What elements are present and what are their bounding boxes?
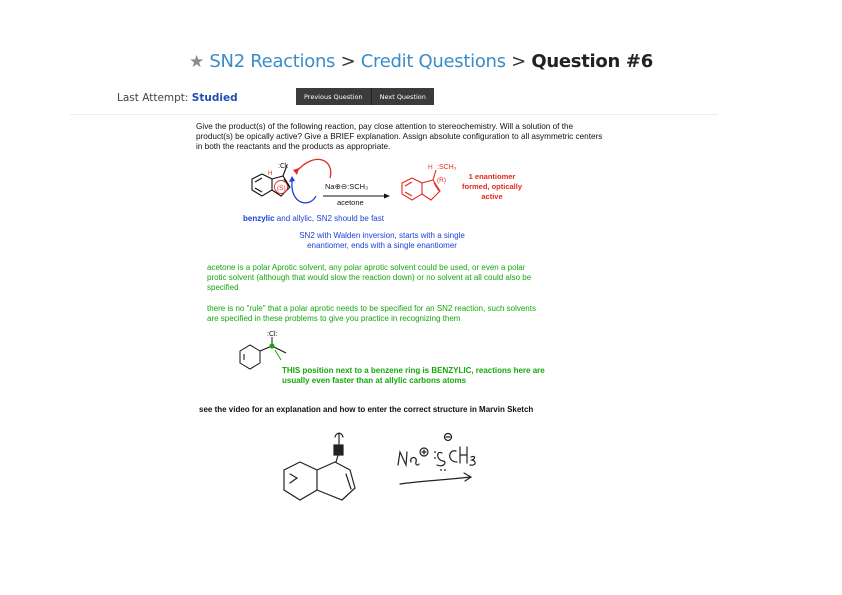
acetone-note-line: protic solvent (although that would slow the reaction down) or no solvent at all could also be (207, 273, 532, 282)
reagent-label: Na⊕⊖:SCH₃ (325, 182, 369, 191)
acetone-note-line: specified (207, 283, 239, 292)
handwritten-sketch (284, 433, 475, 500)
product-note-line1: 1 enantiomer (468, 172, 516, 181)
curved-arrow-red (296, 159, 331, 178)
acetone-note (207, 263, 602, 293)
benzylic-position-line: usually even faster than at allylic carbons atoms (282, 376, 467, 385)
arrowhead-icon (289, 176, 295, 182)
last-attempt-label: Last Attempt: (117, 92, 189, 104)
walden-note (262, 231, 502, 251)
benzylic-structure (240, 337, 286, 369)
page-title: Question #6 (531, 51, 653, 72)
question-text: Give the product(s) of the following reaction, pay close attention to stereochemistry. Will a solution of the product(s) be opically active? Give a BRIEF explanation. Assign absolute configuration to all asymmetric centers in both the reactants and the products as appropriate. (196, 122, 603, 152)
breadcrumb-separator: > (511, 51, 526, 72)
rule-note (207, 304, 602, 324)
walden-note-line: enantiomer, ends with a single enantiomer (307, 241, 457, 250)
solvent-label: acetone (337, 198, 364, 207)
benzylic-note-rest: and allylic, SN2 should be fast (274, 214, 384, 223)
status-badge: Studied (191, 92, 238, 104)
product-note-line3: active (481, 192, 503, 201)
reactant-cl-label: :Cl: (278, 163, 289, 170)
benzylic-cl-label: :Cl: (267, 331, 278, 338)
arrowhead-icon (384, 194, 390, 199)
video-note: see the video for an explanation and how to enter the correct structure in Marvin Sketch (199, 405, 534, 414)
arrowhead-icon (293, 168, 299, 175)
product-note-line2: formed, optically (461, 182, 523, 191)
product-sch3-label: :SCH₃ (437, 164, 457, 171)
star-icon[interactable]: ★ (189, 52, 204, 72)
reactant-config-label: (S) (277, 185, 286, 192)
benzylic-carbon-dot (269, 343, 274, 348)
breadcrumb-credit-questions[interactable]: Credit Questions (360, 51, 506, 72)
rule-note-line: there is no "rule" that a polar aprotic needs to be specified for an SN2 reaction, such solvents (207, 304, 536, 313)
benzylic-note-bold: benzylic (243, 214, 275, 223)
next-question-button[interactable]: Next Question (371, 88, 434, 105)
curved-arrow-blue (292, 181, 316, 203)
benzylic-position-note (282, 366, 602, 386)
breadcrumb-sn2-reactions[interactable]: SN2 Reactions (209, 51, 336, 72)
acetone-note-line: acetone is a polar Aprotic solvent, any polar aprotic solvent could be used, or even a polar (207, 263, 526, 272)
product-config-label: (R) (437, 177, 447, 184)
rule-note-line: are specified in these problems to give you practice in recognizing them (207, 314, 461, 323)
previous-question-button[interactable]: Previous Question (296, 88, 371, 105)
benzylic-position-line: THIS position next to a benzene ring is BENZYLIC, reactions here are (282, 366, 545, 375)
benzylic-note (243, 214, 384, 224)
product-h-label: H (428, 164, 433, 171)
benzylic-pointer (275, 350, 281, 360)
reactant-h-label: H (268, 171, 273, 177)
product-indene (402, 170, 440, 200)
breadcrumb-separator: > (340, 51, 356, 72)
walden-note-line: SN2 with Walden inversion, starts with a single (299, 231, 465, 240)
